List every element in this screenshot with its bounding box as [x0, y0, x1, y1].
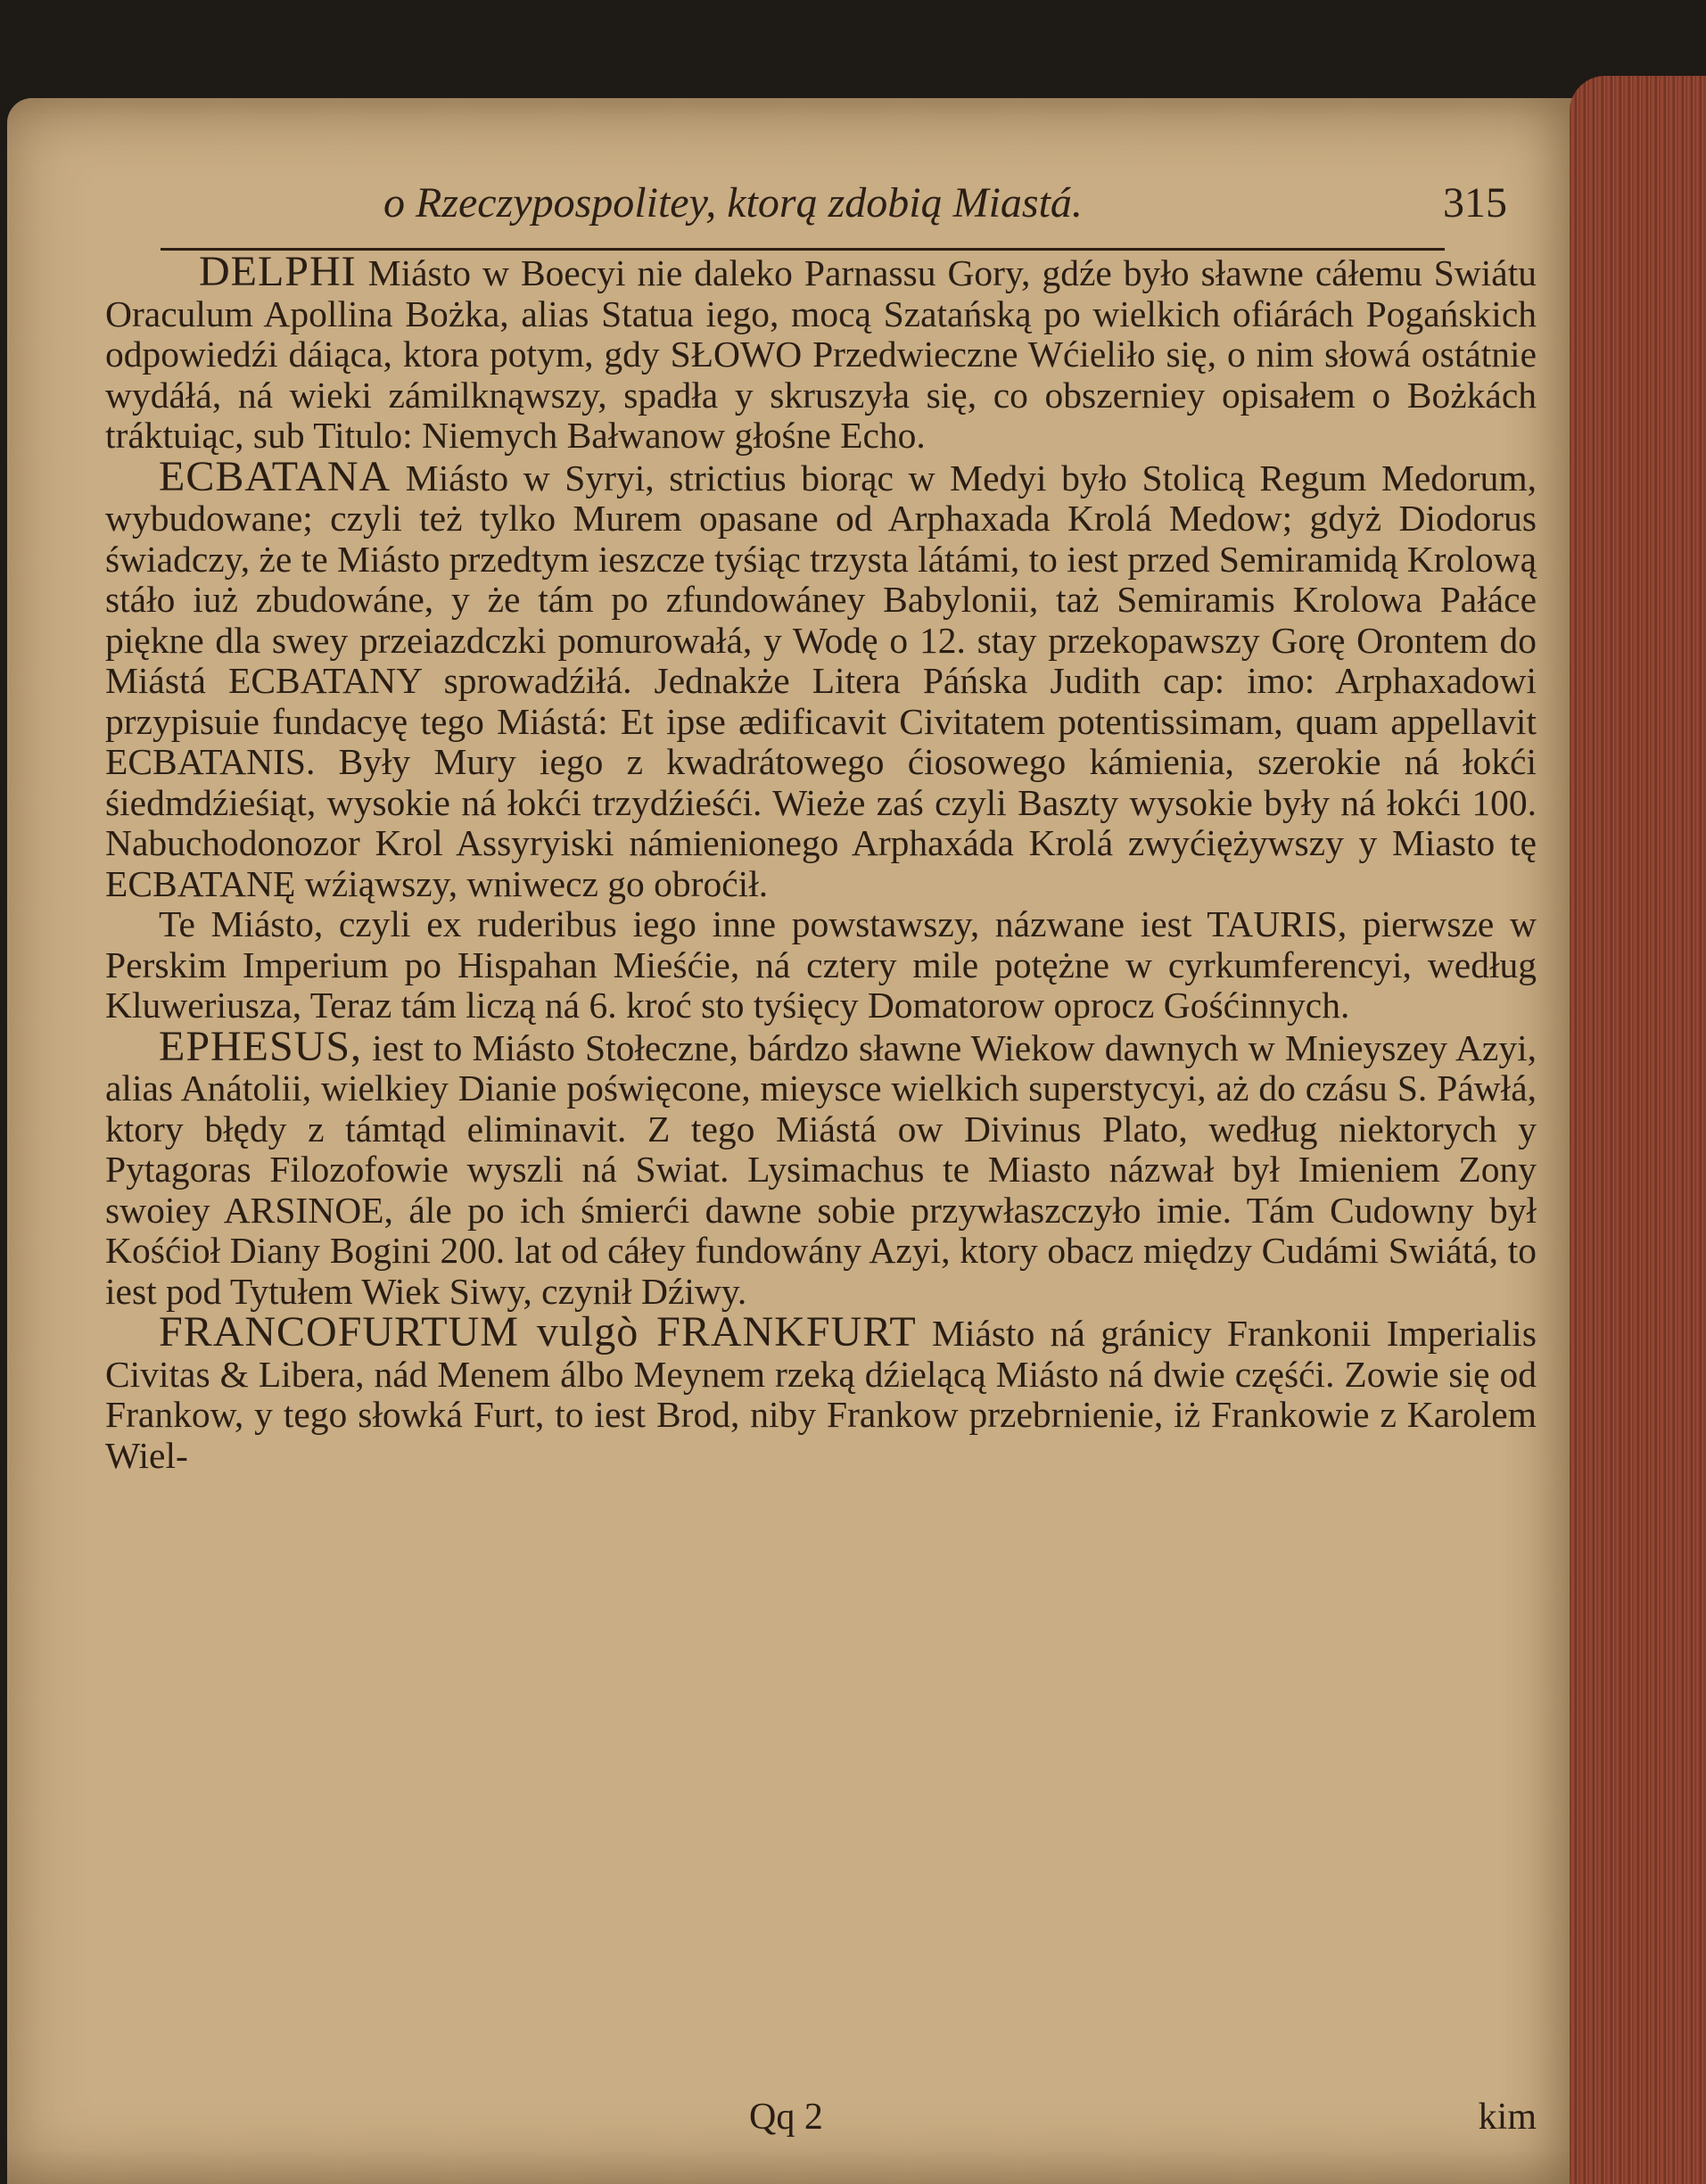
- entry-text: iest to Miásto Stołeczne, bárdzo sławne Wiekow dawnych w Mnieyszey Azyi, alias Anátolii, wielkiey Dianie poświęcone, mieysce wielkich superstycyi, aż do czásu S. Páwłá, ktory błędy z támtąd eliminavit. Z tego Miástá ow Divinus Plato, według niektorych y Pytagoras Filozofowie wyszli ná Swiat. Lysimachus te Miasto názwał był Imieniem Zony swoiey ARSINOE, ále po ich śmierći dawne sobie przywłaszczyło imie. Tám Cudowny był Kośćioł Diany Bogini 200. lat od cáłey fundowány Azyi, ktory obacz między Cudámi Swiátá, to iest pod Tytułem Wiek Siwy, czynił Dźiwy.: [105, 1026, 1537, 1312]
- catchword: kim: [1478, 2097, 1537, 2138]
- entry-heading: ECBATANA: [159, 452, 391, 500]
- page-footer: [105, 2096, 1537, 2149]
- entry-text: Te Miásto, czyli ex ruderibus iego inne powstawszy, názwane iest TAURIS, pierwsze w Perskim Imperium po Hispahan Mieśćie, ná cztery mile potężne w cyrkumferencyi, według Kluweriusza, Teraz tám liczą ná 6. kroć sto tyśięcy Domatorow oprocz Gośćinnych.: [105, 903, 1537, 1026]
- entry-text: Miásto w Syryi, strictius biorąc w Medyi było Stolicą Regum Medorum, wybudowane; czyli też tylko Murem opasane od Arphaxada Krolá Medow; gdyż Diodorus świadczy, że te Miásto przedtym ieszcze tyśiąc trzysta látámi, to iest przed Semiramidą Krolową stáło iuż zbudowáne, y że tám po zfundowáney Babylonii, taż Semiramis Krolowa Pałáce piękne dla swey przeiazdczki pomurowałá, y Wodę o 12. stay przekopawszy Gorę Orontem do Miástá ECBATANY sprowadźiłá. Jednakże Litera Páńska Judith cap: imo: Arphaxadowi przypisuie fundacyę tego Miástá: Et ipse ædificavit Civitatem potentissimam, quam appellavit ECBATANIS. Były Mury iego z kwadrátowego ćiosowego kámienia, szerokie ná łokći śiedmdźieśiąt, wysokie ná łokći trzydźieśći. Wieże zaś czyli Baszty wysokie były ná łokći 100. Nabuchodonozor Krol Assyryiski námienionego Arphaxáda Krolá zwyćiężywszy y Miasto tę ECBATANĘ wźiąwszy, wniwecz go obroćił.: [105, 457, 1537, 904]
- paragraph-francofurtum: [105, 1308, 1537, 1476]
- running-title: o Rzeczypospolitey, ktorą zdobią Miastá.: [383, 179, 1083, 227]
- entry-heading: EPHESUS,: [159, 1022, 363, 1070]
- entry-text: Miásto ná gránicy Frankonii Imperialis Civitas & Libera, nád Menem álbo Meynem rzeką dźielącą Miásto ná dwie częśći. Zowie się od Frankow, y tego słowká Furt, to iest Brod, niby Frankow przebrnienie, iż Frankowie z Karolem Wiel-: [105, 1313, 1537, 1476]
- paragraph-delphi: [105, 248, 1537, 457]
- page-edge: [1570, 76, 1706, 2184]
- page-number: 315: [1443, 179, 1507, 227]
- entry-text: Miásto w Boecyi nie daleko Parnassu Gory, gdźe było sławne cáłemu Swiátu Oraculum Apollina Bożka, alias Statua iego, mocą Szatańską po wielkich ofiárách Pogańskich odpowiedźi dáiąca, ktora potym, gdy SŁOWO Przedwieczne Wćieliło się, o nim słowá ostátnie wydáłá, ná wieki zámilknąwszy, spadła y skruszyła się, co obszerniey opisałem o Bożkách tráktuiąc, sub Titulo: Niemych Bałwanow głośne Echo.: [105, 252, 1537, 456]
- running-header: [383, 178, 1534, 250]
- signature-mark: Qq 2: [749, 2097, 823, 2138]
- paragraph-ecbatana: [105, 452, 1537, 905]
- paragraph-tauris: [105, 904, 1537, 1026]
- entry-heading: DELPHI: [199, 248, 357, 295]
- paragraph-ephesus: [105, 1022, 1537, 1313]
- entry-heading: FRANCOFURTUM vulgò FRANKFURT: [159, 1308, 917, 1356]
- page-body: [105, 248, 1537, 1476]
